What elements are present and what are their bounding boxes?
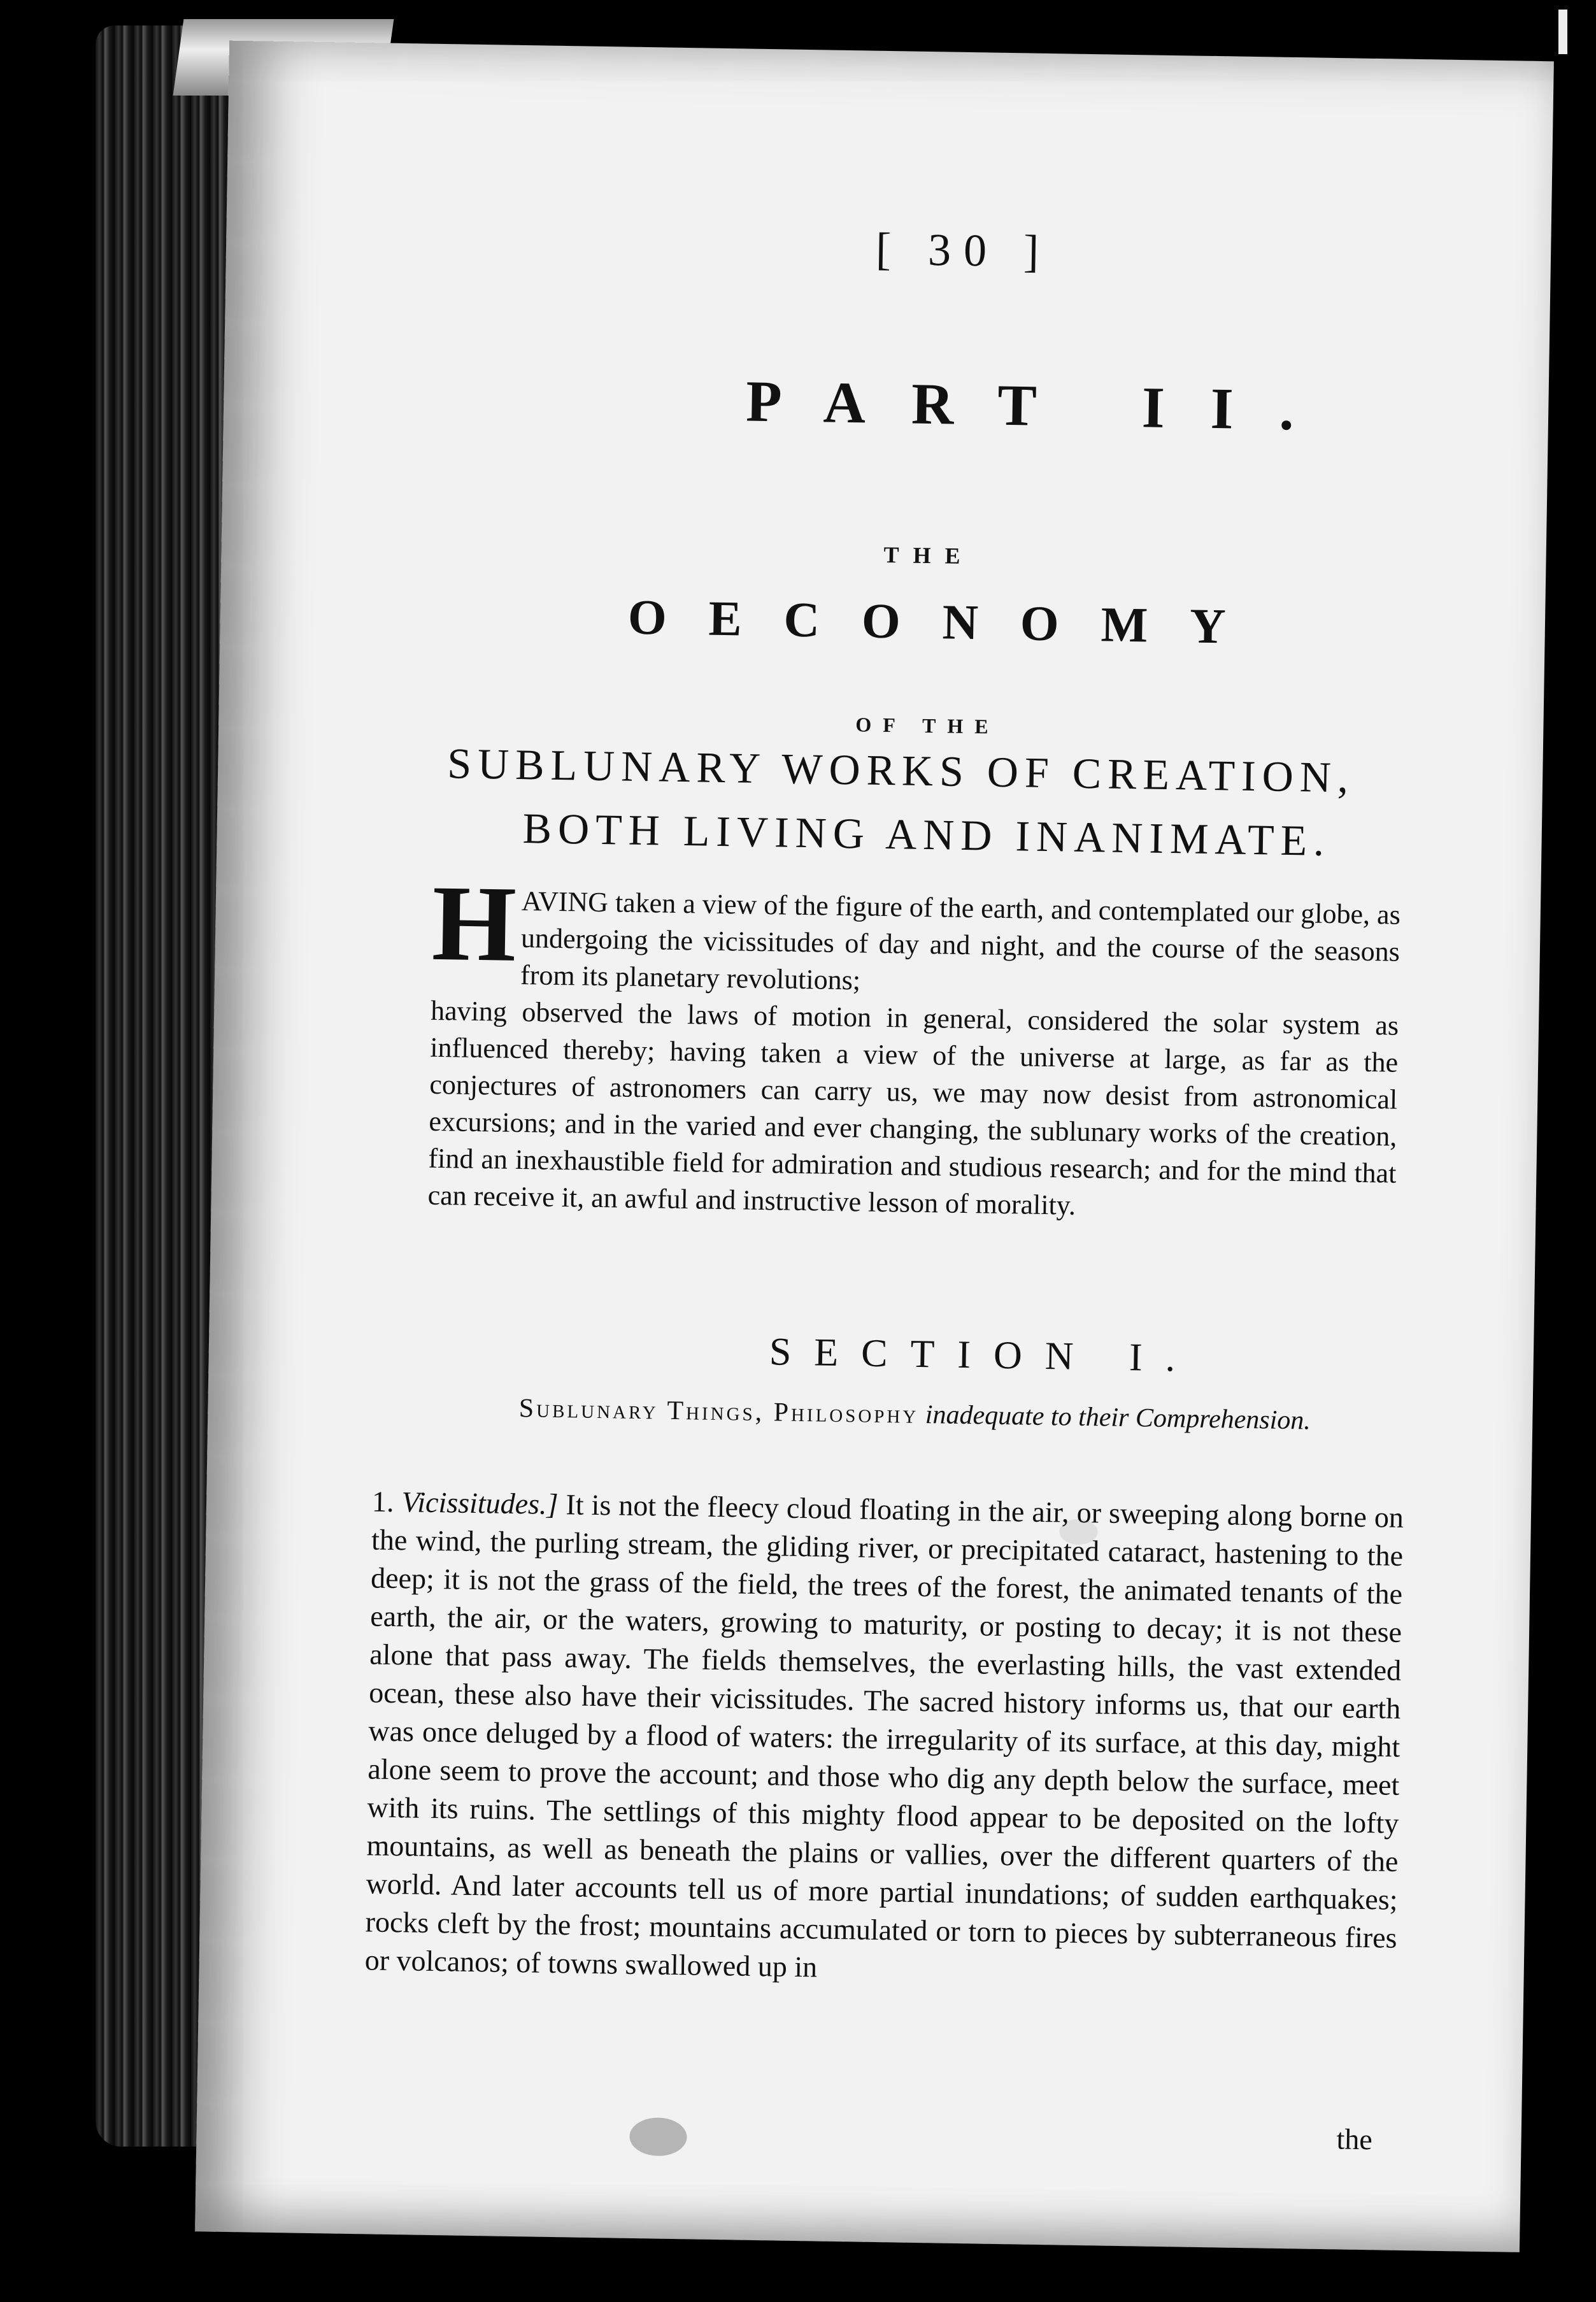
paragraph-label: Vicissitudes.] xyxy=(401,1485,559,1521)
subtitle-line-2: BOTH LIVING AND INANIMATE. xyxy=(522,804,1331,865)
title-oeconomy: OECONOMY xyxy=(627,589,1269,655)
paragraph-text: It is not the fleecy cloud floating in the air, or sweeping along borne on the wind, the purling stream, the gliding river, or precipitated cataract, hastening to the deep; it is not the grass of the field, the trees of the forest, the animated tenants of the earth, the air, or the waters, growing to maturity, or posting to decay; it is not these alone that pass away. The fields themselves, the everlasting hills, the vast extended ocean, these also have their vicissitudes. The sacred history informs us, that our earth was once deluged by a flood of waters: the irregularity of its surface, at this day, might alone seem to prove the account; and those who dig any depth below the surface, meet with its ruins. The settlings of this mighty flood appear to be deposited on the lofty mountains, as well as beneath the plains or vallies, over the different quarters of the world. And later accounts tell us of more partial inundations; of sudden earthquakes; rocks cleft by the frost; mountains accumulated or torn to pieces by subterraneous fires or volcanos; of towns swallowed up in xyxy=(364,1488,1404,1984)
corner-mark xyxy=(1558,10,1567,54)
title-of-the: OF THE xyxy=(855,713,1000,738)
catchword: the xyxy=(1336,2122,1373,2156)
book-page xyxy=(195,41,1554,2252)
drop-cap: H xyxy=(431,862,518,984)
page-number: [ 30 ] xyxy=(875,223,1052,277)
part-heading: PART II. xyxy=(745,368,1341,443)
section-subtitle-caps: Sublunary Things, Philosophy xyxy=(518,1394,919,1429)
subtitle-line-1: SUBLUNARY WORKS OF CREATION, xyxy=(446,739,1355,802)
section-heading: SECTION I. xyxy=(769,1330,1199,1380)
page-stain xyxy=(1059,1519,1098,1545)
paragraph-number: 1. xyxy=(371,1485,395,1519)
intro-paragraph-rest: having observed the laws of motion in general, considered the solar system as influenced thereby; having taken a view of the universe at large, as far as the conjectures of astronomers can carry us, we may now desist from astronomical excursions; and in the varied and ever changing, the sublunary works of the creation, find an inexhaustible field for admiration and studious research; and for the mind that can receive it, an awful and instructive lesson of morality. xyxy=(427,994,1399,1221)
body-paragraph xyxy=(364,1482,1404,1995)
intro-paragraph xyxy=(427,882,1400,1229)
section-subtitle xyxy=(418,1388,1412,1441)
section-subtitle-italic: inadequate to their Comprehension. xyxy=(925,1400,1311,1436)
intro-paragraph-opening: AVING taken a view of the figure of the earth, and contemplated our globe, as undergoing the vicissitudes of day and night, and the course of the seasons from its planetary revolutions; xyxy=(520,885,1401,996)
page-stain xyxy=(629,2117,687,2156)
title-the: THE xyxy=(883,541,974,569)
